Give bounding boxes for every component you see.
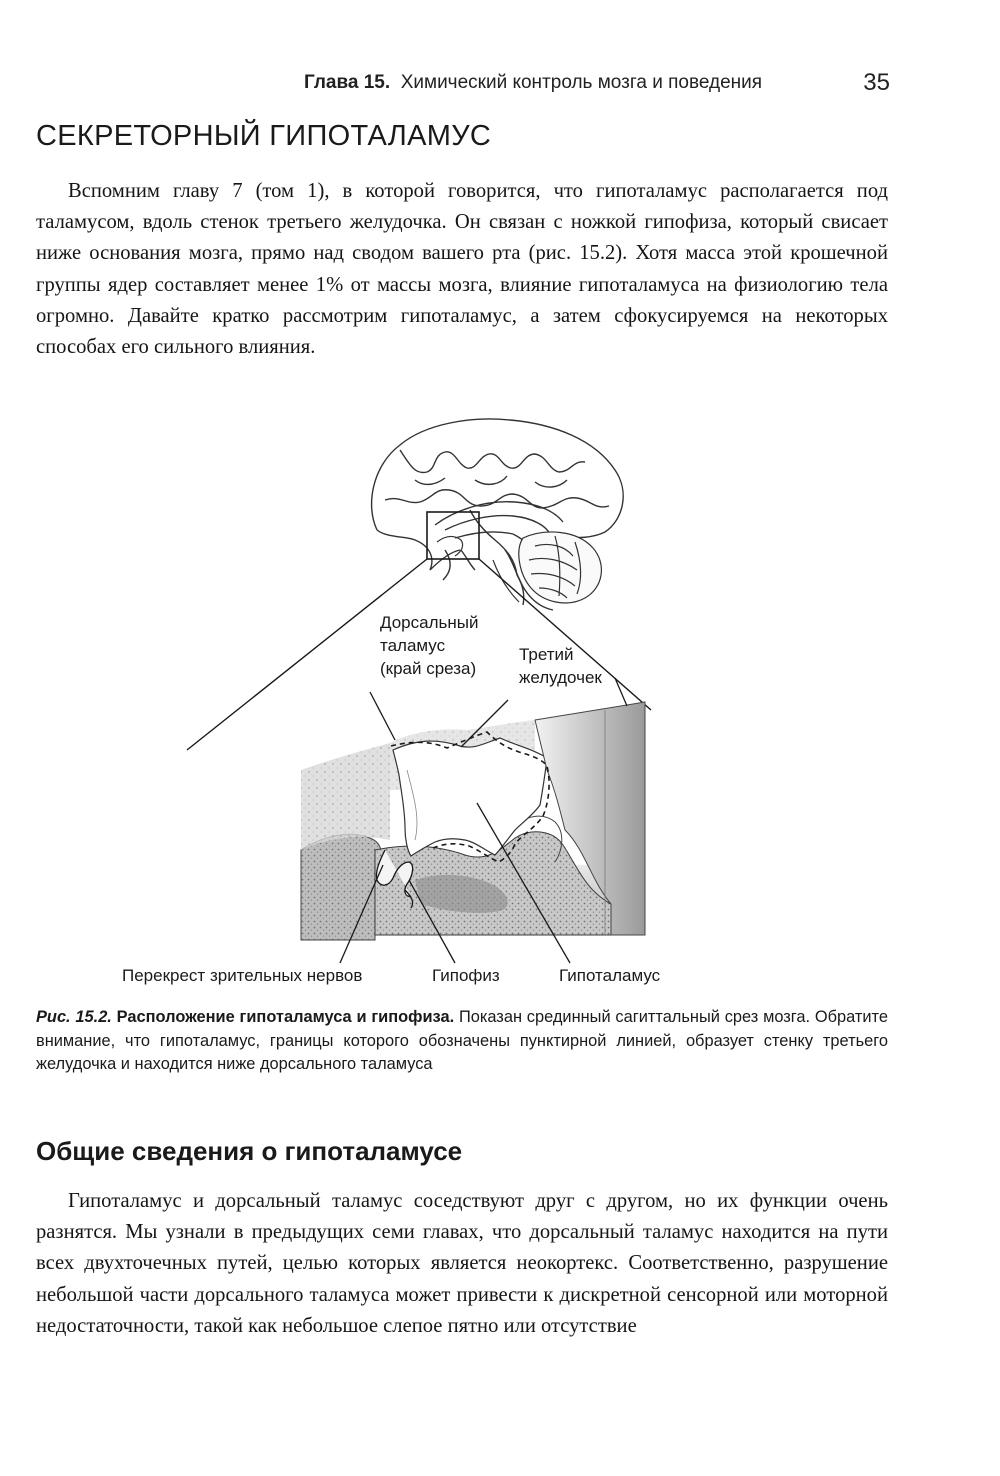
label-hypothalamus: Гипоталамус [559, 966, 661, 985]
label-third-ventricle [519, 643, 602, 689]
body-paragraph-1: Вспомним главу 7 (том 1), в которой говорится, что гипоталамус располагается под таламусом, вдоль стенок третьего желудочка. Он связан с ножкой гипофиза, который свисает ниже основания мозга, прямо над сводом вашего рта (рис. 15.2). Хотя масса этой крошечной группы ядер составляет менее 1% от массы мозга, влияние гипоталамуса на физиологию тела огромно. Давайте кратко рассмотрим гипоталамус, а затем сфокусируемся на некоторых способах его сильного влияния. [36, 180, 888, 359]
label-dorsal-thalamus-line3: (край среза) [380, 659, 477, 678]
label-third-ventricle-line2: желудочек [519, 668, 602, 687]
caption-title: Расположение гипоталамуса и гипофиза. [116, 1008, 455, 1026]
label-dorsal-thalamus [380, 611, 478, 680]
enlarged-section [301, 702, 645, 940]
page-number: 35 [863, 69, 890, 96]
caption-number: Рис. 15.2. [36, 1008, 112, 1026]
subsection-title: Общие сведения о гипоталамусе [36, 1136, 463, 1166]
body-paragraph-2: Гипоталамус и дорсальный таламус соседствуют друг с другом, но их функции очень разнятся. Мы узнали в предыдущих семи главах, что дорсальный таламус находится на пути всех двухточечных путей, целью которых является неокортекс. Соответственно, разрушение небольшой части дорсального таламуса может привести к дискретной сенсорной или моторной недостаточности, такой как небольшое слепое пятно или отсутствие [36, 1190, 888, 1337]
figure-caption [36, 1006, 888, 1077]
figure-hypothalamus [115, 410, 695, 1000]
label-optic-chiasm: Перекрест зрительных нервов [122, 966, 363, 985]
chapter-label: Глава 15. [304, 72, 391, 93]
running-head [300, 70, 890, 98]
section-title: СЕКРЕТОРНЫЙ ГИПОТАЛАМУС [36, 120, 492, 152]
label-third-ventricle-line1: Третий [519, 645, 574, 664]
brain-illustration [115, 410, 695, 1000]
cerebellum-sketch [519, 532, 602, 603]
label-dorsal-thalamus-line2: таламус [380, 636, 446, 655]
chapter-title: Химический контроль мозга и поведения [400, 72, 763, 93]
label-dorsal-thalamus-line1: Дорсальный [380, 613, 479, 632]
label-pituitary: Гипофиз [432, 966, 500, 985]
running-head-chapter [304, 72, 762, 94]
caption-text: Показан срединный сагиттальный срез мозга. Обратите внимание, что гипоталамус, границы которого обозначены пунктирной линией, образует стенку третьего желудочка и находится ниже дорсального таламуса [36, 1008, 888, 1073]
